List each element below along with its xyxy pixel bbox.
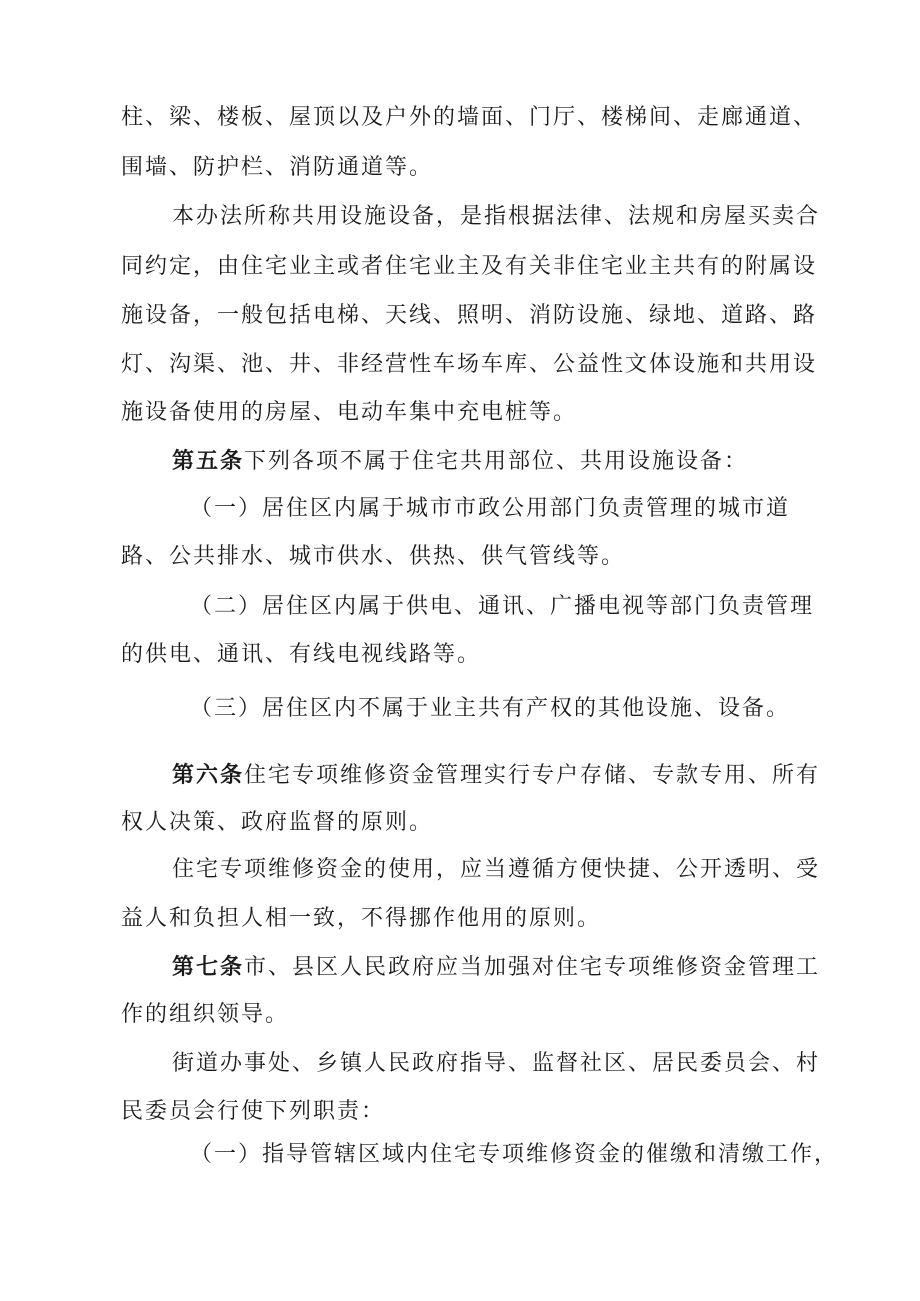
article-label: 第六条: [172, 762, 245, 788]
paragraph-line: 本办法所称共用设施设备，是指根据法律、法规和房屋买卖合: [172, 204, 821, 229]
paragraph-line: 民委员会行使下列职责：: [121, 1099, 386, 1124]
list-item: （三）居住区内不属于业主共有产权的其他设施、设备。: [190, 696, 791, 721]
paragraph-line: 灯、沟渠、池、井、非经营性车场车库、公益性文体设施和共用设: [121, 352, 818, 377]
list-item: （二）居住区内属于供电、通讯、广播电视等部门负责管理: [190, 594, 815, 619]
paragraph-line: 作的组织领导。: [121, 1002, 290, 1027]
article-label: 第五条: [172, 448, 245, 474]
list-item-cont: 的供电、通讯、有线电视线路等。: [121, 642, 482, 667]
article-text: 住宅专项维修资金管理实行专户存储、专款专用、所有: [244, 763, 821, 788]
article-5-heading: [0, 446, 920, 477]
article-label: 第七条: [172, 954, 245, 980]
article-text: 市、县区人民政府应当加强对住宅专项维修资金管理工: [244, 955, 821, 980]
article-7-heading: [0, 952, 920, 983]
paragraph-line: 同约定，由住宅业主或者住宅业主及有关非住宅业主共有的附属设: [121, 254, 818, 279]
article-text: 下列各项不属于住宅共用部位、共用设施设备：: [244, 449, 749, 474]
paragraph-line: 住宅专项维修资金的使用，应当遵循方便快捷、公开透明、受: [172, 857, 821, 882]
paragraph-line: 益人和负担人相一致，不得挪作他用的原则。: [121, 906, 602, 931]
paragraph-line: 权人决策、政府监督的原则。: [121, 810, 434, 835]
paragraph-line: 街道办事处、乡镇人民政府指导、监督社区、居民委员会、村: [172, 1051, 821, 1076]
list-item: （一）指导管辖区域内住宅专项维修资金的催缴和清缴工作，: [190, 1142, 839, 1167]
list-item-cont: 路、公共排水、城市供水、供热、供气管线等。: [121, 544, 626, 569]
paragraph-line: 施设备使用的房屋、电动车集中充电桩等。: [121, 400, 578, 425]
paragraph-line: 柱、梁、楼板、屋顶以及户外的墙面、门厅、楼梯间、走廊通道、: [121, 105, 818, 130]
paragraph-line: 施设备，一般包括电梯、天线、照明、消防设施、绿地、道路、路: [121, 303, 818, 328]
list-item: （一）居住区内属于城市市政公用部门负责管理的城市道: [190, 496, 791, 521]
paragraph-line: 围墙、防护栏、消防通道等。: [121, 155, 434, 180]
article-6-heading: [0, 760, 920, 791]
